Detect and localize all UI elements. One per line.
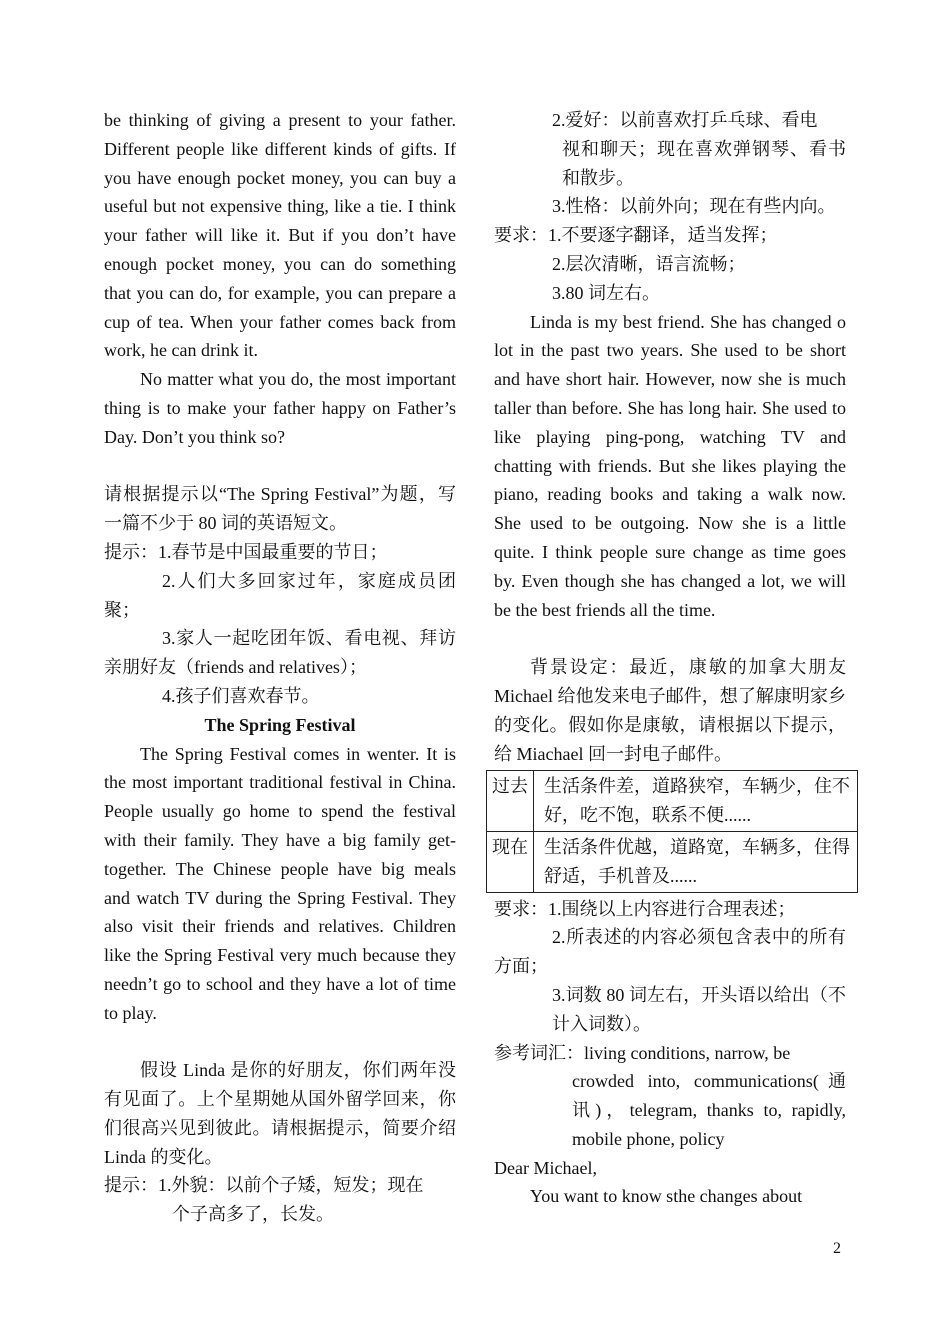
task3-requirement-1 xyxy=(494,221,846,250)
table-value-cell: 生活条件差，道路狭窄，车辆少，住不好，吃不饱，联系不便...... xyxy=(534,771,858,832)
table-key-cell: 过去 xyxy=(487,771,534,832)
essay2-body: The Spring Festival comes in wenter. It is the most important traditional festival in China. People usually go home to spend the festival with their family. They have a big family get-together. The Chinese people have big meals and watch TV during the Spring Festival. They also visit their friends and relatives. Children like the Spring Festival very much because they needn’t go to school and they have a lot of time to play. xyxy=(104,743,456,1023)
hint-label: 提示： xyxy=(104,541,158,562)
hint-text: 1.春节是中国最重要的节日； xyxy=(158,541,388,562)
comparison-table xyxy=(486,770,858,892)
essay3-body: Linda is my best friend. She has changed o lot in the past two years. She used to be short and have short hair. However, now she is much taller than before. She has long hair. She used to like playing ping-pong, watching TV and chatting with friends. But she likes playing the piano, reading books and taking a walk now. She used to be outgoing. Now she is a little quite. I think people sure change as time goes by. Even though she has changed a lot, we will be the best friends all the time. xyxy=(494,311,846,620)
page-number: 2 xyxy=(833,1240,841,1257)
requirement-label: 要求： xyxy=(494,225,548,246)
requirement-text: 1.围绕以上内容进行合理表述； xyxy=(548,898,796,919)
requirement-label: 要求： xyxy=(494,898,548,919)
table-row xyxy=(487,831,858,892)
task2-hint-4: 4.孩子们喜欢春节。 xyxy=(162,685,320,706)
task2-hint-1 xyxy=(104,538,456,567)
essay1-paragraph-1: be thinking of giving a present to your father. Different people like different kinds of gifts. If you have enough pocket money, you can buy a useful but not expensive thing, like a tie. I think your father will like it. But if you don’t have enough pocket money, you can do something that you can do, for example, you can prepare a cup of tea. When your father comes back from work, he can drink it. xyxy=(104,110,456,361)
essay1-paragraph-2: No matter what you do, the most important thing is to make your father happy on Father’s Day. Don’t you think so? xyxy=(104,369,456,447)
spacer xyxy=(104,452,456,481)
task2-hint-3: 3.家人一起吃团年饭、看电视、拜访亲朋好友（friends and relatives）； xyxy=(104,628,456,678)
task2-prompt: 请根据提示以“The Spring Festival”为题，写一篇不少于 80 词的英语短文。 xyxy=(104,484,456,534)
table-key-cell: 现在 xyxy=(487,831,534,892)
task3-hint-2: 2.爱好：以前喜欢打乒乓球、看电 xyxy=(552,110,818,130)
hint-text: 1.外貌：以前个子矮，短发；现在 xyxy=(158,1175,424,1196)
table-value-cell: 生活条件优越，道路宽，车辆多，住得舒适，手机普及...... xyxy=(534,831,858,892)
task3-hint-1-cont: 个子高多了，长发。 xyxy=(172,1204,334,1225)
task3-prompt: 假设 Linda 是你的好朋友，你们两年没有见面了。上个星期她从国外留学回来，你们很高兴见到彼此。请根据提示，简要介绍 Linda 的变化。 xyxy=(104,1060,456,1167)
spacer xyxy=(104,1028,456,1057)
vocab-line xyxy=(494,1039,846,1068)
hint-label: 提示： xyxy=(104,1175,158,1196)
task3-requirement-2: 2.层次清晰，语言流畅； xyxy=(552,253,746,274)
table-row xyxy=(487,771,858,832)
task4-requirement-2: 2.所表述的内容必须包含表中的所有方面； xyxy=(494,927,846,977)
vocab-label: 参考词汇： xyxy=(494,1042,584,1063)
task3-hint-1 xyxy=(104,1171,456,1200)
letter-salutation: Dear Michael, xyxy=(494,1157,597,1178)
spacer xyxy=(494,624,846,653)
vocab-text: living conditions, narrow, be xyxy=(584,1042,791,1063)
task3-hint-2-cont: 视和聊天；现在喜欢弹钢琴、看书和散步。 xyxy=(562,138,846,188)
left-column xyxy=(104,106,456,1229)
task4-requirement-3: 3.词数 80 词左右，开头语以给出（不计入词数）。 xyxy=(552,984,846,1034)
requirement-text: 1.不要逐字翻译，适当发挥； xyxy=(548,225,778,246)
task4-requirement-1 xyxy=(494,895,846,924)
task4-prompt: 背景设定：最近，康敏的加拿大朋友 Michael 给他发来电子邮件，想了解康明家乡的变化。假如你是康敏，请根据以下提示，给 Miachael 回一封电子邮件。 xyxy=(494,657,846,764)
task3-requirement-3: 3.80 词左右。 xyxy=(552,282,660,303)
letter-body-start: You want to know sthe changes about xyxy=(530,1186,803,1207)
task3-hint-3: 3.性格：以前外向；现在有些内向。 xyxy=(552,196,836,217)
task2-hint-2: 2.人们大多回家过年，家庭成员团聚； xyxy=(104,570,456,620)
essay2-title: The Spring Festival xyxy=(204,714,356,735)
vocab-line-cont: crowded into, communications(通讯)，telegram, thanks to, rapidly, mobile phone, policy xyxy=(572,1071,846,1149)
right-column xyxy=(492,106,850,1211)
